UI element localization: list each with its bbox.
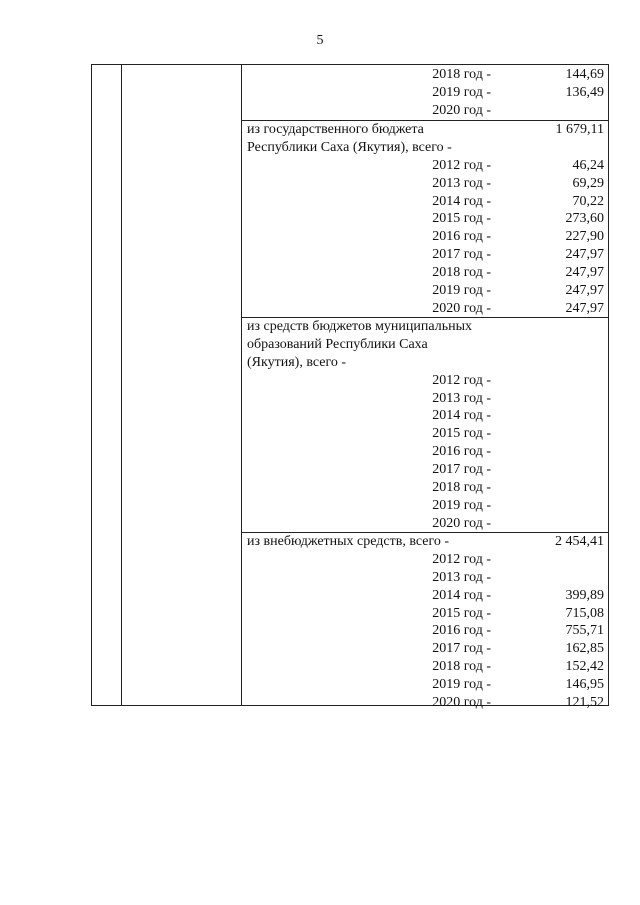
year-label: 2016 год - [432, 623, 491, 639]
year-row [242, 443, 608, 461]
year-row [242, 175, 608, 193]
year-label: 2013 год - [432, 569, 491, 585]
year-row [242, 587, 608, 605]
year-label: 2012 год - [432, 551, 491, 567]
section-title-row [242, 354, 608, 372]
year-label: 2020 год - [432, 300, 491, 316]
year-row [242, 551, 608, 569]
year-value: 399,89 [565, 587, 604, 603]
year-label: 2015 год - [432, 426, 491, 442]
year-value: 247,97 [565, 300, 604, 316]
year-row [242, 676, 608, 694]
section-total: 1 679,11 [555, 122, 604, 137]
year-row [242, 84, 608, 102]
year-label: 2014 год - [432, 587, 491, 603]
year-label: 2018 год - [432, 265, 491, 281]
year-label: 2020 год - [432, 695, 491, 711]
year-row [242, 66, 608, 84]
year-label: 2019 год - [432, 84, 491, 100]
year-value: 755,71 [565, 623, 604, 639]
year-value: 247,97 [565, 283, 604, 299]
year-value: 144,69 [565, 67, 604, 82]
year-label: 2015 год - [432, 211, 491, 227]
section-municipal-budget [242, 318, 608, 533]
year-row [242, 658, 608, 676]
section-title: образований Республики Саха [247, 336, 428, 352]
year-row [242, 640, 608, 658]
year-value: 247,97 [565, 265, 604, 281]
year-label: 2017 год - [432, 247, 491, 263]
section-title: из внебюджетных средств, всего - [247, 534, 450, 549]
column-divider [121, 65, 122, 705]
section-title-row [242, 318, 608, 336]
year-row [242, 622, 608, 640]
year-row [242, 228, 608, 246]
section-title: Республики Саха (Якутия), всего - [247, 139, 452, 155]
section-title-row [242, 533, 608, 551]
year-row [242, 193, 608, 211]
year-value: 136,49 [565, 84, 604, 100]
year-row [242, 157, 608, 175]
year-row [242, 479, 608, 497]
year-label: 2019 год - [432, 677, 491, 693]
year-value: 152,42 [565, 659, 604, 675]
year-label: 2019 год - [432, 497, 491, 513]
year-row [242, 246, 608, 264]
year-row [242, 390, 608, 408]
section-title-row [242, 121, 608, 139]
year-label: 2013 год - [432, 175, 491, 191]
year-label: 2018 год - [432, 480, 491, 496]
year-row [242, 425, 608, 443]
year-label: 2018 год - [432, 67, 491, 82]
year-value: 69,29 [572, 175, 604, 191]
year-value: 162,85 [565, 641, 604, 657]
section-extrabudgetary [242, 533, 608, 712]
section-title: из государственного бюджета [247, 122, 424, 137]
year-label: 2012 год - [432, 372, 491, 388]
year-label: 2014 год - [432, 408, 491, 424]
year-row [242, 300, 608, 318]
year-label: 2019 год - [432, 283, 491, 299]
year-label: 2017 год - [432, 462, 491, 478]
section-total: 2 454,41 [555, 534, 604, 549]
year-row [242, 264, 608, 282]
year-value: 715,08 [565, 605, 604, 621]
year-row [242, 497, 608, 515]
funding-table [91, 64, 609, 711]
year-row [242, 694, 608, 712]
year-row [242, 515, 608, 533]
year-label: 2015 год - [432, 605, 491, 621]
year-label: 2020 год - [432, 515, 491, 531]
section-title-row [242, 139, 608, 157]
year-label: 2016 год - [432, 229, 491, 245]
section-title: из средств бюджетов муниципальных [247, 319, 472, 334]
year-label: 2020 год - [432, 102, 491, 118]
section-state-budget [242, 121, 608, 318]
year-row [242, 569, 608, 587]
year-label: 2017 год - [432, 641, 491, 657]
year-label: 2012 год - [432, 157, 491, 173]
year-value: 146,95 [565, 677, 604, 693]
year-row [242, 461, 608, 479]
page-number: 5 [316, 33, 324, 48]
year-row [242, 372, 608, 390]
year-label: 2014 год - [432, 193, 491, 209]
year-value: 273,60 [565, 211, 604, 227]
year-value: 227,90 [565, 229, 604, 245]
section-title: (Якутия), всего - [247, 354, 346, 370]
year-row [242, 605, 608, 623]
year-label: 2018 год - [432, 659, 491, 675]
year-label: 2016 год - [432, 444, 491, 460]
year-row [242, 282, 608, 300]
year-label: 2013 год - [432, 390, 491, 406]
year-value: 121,52 [565, 695, 604, 711]
year-row [242, 407, 608, 425]
year-row [242, 102, 608, 120]
year-value: 70,22 [572, 193, 604, 209]
year-row [242, 210, 608, 228]
section-title-row [242, 336, 608, 354]
year-value: 46,24 [572, 157, 604, 173]
section-continuation [242, 66, 608, 120]
year-value: 247,97 [565, 247, 604, 263]
